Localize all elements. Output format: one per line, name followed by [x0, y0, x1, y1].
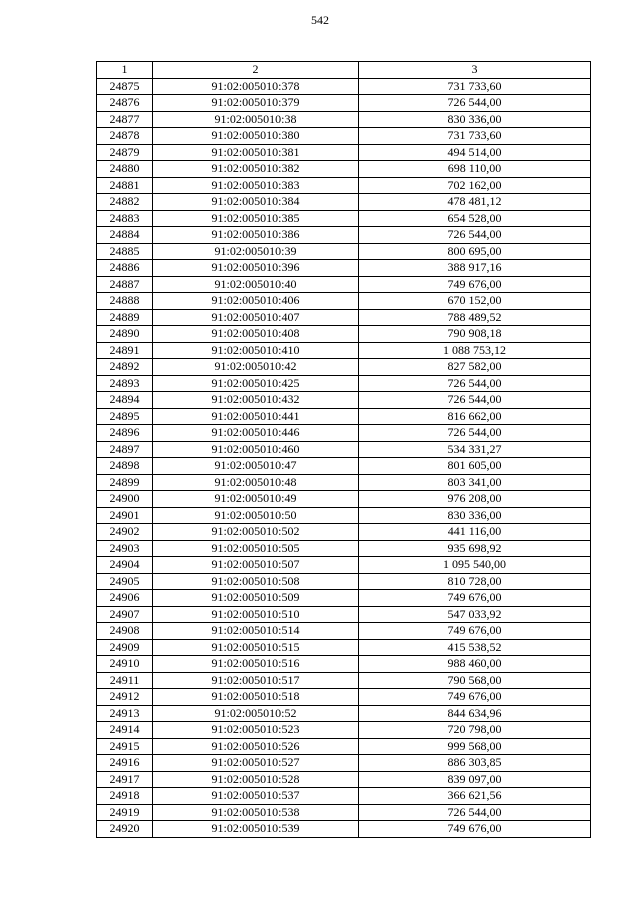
cell-value: 726 544,00 [359, 227, 591, 244]
table-row [97, 392, 591, 409]
cell-value: 731 733,60 [359, 78, 591, 95]
table-row [97, 573, 591, 590]
cell-row-number: 24893 [97, 375, 153, 392]
table-row [97, 738, 591, 755]
cell-value: 801 605,00 [359, 458, 591, 475]
cell-cadastral-number: 91:02:005010:38 [153, 111, 359, 128]
cell-cadastral-number: 91:02:005010:386 [153, 227, 359, 244]
table-row [97, 672, 591, 689]
cell-value: 388 917,16 [359, 260, 591, 277]
cell-value: 726 544,00 [359, 95, 591, 112]
table-row [97, 309, 591, 326]
cell-value: 810 728,00 [359, 573, 591, 590]
table-row [97, 95, 591, 112]
cell-value: 999 568,00 [359, 738, 591, 755]
table-row [97, 474, 591, 491]
cell-cadastral-number: 91:02:005010:526 [153, 738, 359, 755]
table-row [97, 375, 591, 392]
cell-value: 749 676,00 [359, 590, 591, 607]
cell-value: 839 097,00 [359, 771, 591, 788]
cell-value: 1 088 753,12 [359, 342, 591, 359]
table-row [97, 128, 591, 145]
table-row [97, 293, 591, 310]
table-row [97, 788, 591, 805]
cell-row-number: 24905 [97, 573, 153, 590]
cell-value: 698 110,00 [359, 161, 591, 178]
cell-value: 726 544,00 [359, 804, 591, 821]
cell-value: 935 698,92 [359, 540, 591, 557]
cell-cadastral-number: 91:02:005010:510 [153, 606, 359, 623]
cell-cadastral-number: 91:02:005010:537 [153, 788, 359, 805]
cell-cadastral-number: 91:02:005010:460 [153, 441, 359, 458]
cell-row-number: 24891 [97, 342, 153, 359]
cell-value: 654 528,00 [359, 210, 591, 227]
cadastral-value-table [96, 61, 591, 838]
cell-value: 366 621,56 [359, 788, 591, 805]
page-number: 542 [311, 13, 329, 27]
table-row [97, 161, 591, 178]
cell-cadastral-number: 91:02:005010:408 [153, 326, 359, 343]
cell-value: 731 733,60 [359, 128, 591, 145]
table-row [97, 771, 591, 788]
cell-row-number: 24910 [97, 656, 153, 673]
cell-row-number: 24914 [97, 722, 153, 739]
column-header-value: 3 [359, 62, 591, 79]
cell-row-number: 24875 [97, 78, 153, 95]
cell-value: 886 303,85 [359, 755, 591, 772]
cell-row-number: 24901 [97, 507, 153, 524]
cell-row-number: 24915 [97, 738, 153, 755]
cell-row-number: 24886 [97, 260, 153, 277]
cell-row-number: 24885 [97, 243, 153, 260]
cell-row-number: 24890 [97, 326, 153, 343]
cell-cadastral-number: 91:02:005010:396 [153, 260, 359, 277]
cell-cadastral-number: 91:02:005010:538 [153, 804, 359, 821]
cell-value: 749 676,00 [359, 821, 591, 838]
cell-cadastral-number: 91:02:005010:517 [153, 672, 359, 689]
column-header-cadastral-number: 2 [153, 62, 359, 79]
cell-value: 720 798,00 [359, 722, 591, 739]
cell-cadastral-number: 91:02:005010:52 [153, 705, 359, 722]
cell-cadastral-number: 91:02:005010:385 [153, 210, 359, 227]
cell-row-number: 24907 [97, 606, 153, 623]
cell-value: 1 095 540,00 [359, 557, 591, 574]
table-row [97, 507, 591, 524]
cell-value: 800 695,00 [359, 243, 591, 260]
cell-cadastral-number: 91:02:005010:539 [153, 821, 359, 838]
table-row [97, 606, 591, 623]
table-row [97, 260, 591, 277]
table-row [97, 656, 591, 673]
cell-cadastral-number: 91:02:005010:40 [153, 276, 359, 293]
cell-value: 726 544,00 [359, 392, 591, 409]
cell-cadastral-number: 91:02:005010:514 [153, 623, 359, 640]
cell-cadastral-number: 91:02:005010:407 [153, 309, 359, 326]
cell-cadastral-number: 91:02:005010:502 [153, 524, 359, 541]
cell-row-number: 24908 [97, 623, 153, 640]
cell-value: 830 336,00 [359, 507, 591, 524]
cell-value: 830 336,00 [359, 111, 591, 128]
table-row [97, 194, 591, 211]
cell-cadastral-number: 91:02:005010:515 [153, 639, 359, 656]
cell-row-number: 24878 [97, 128, 153, 145]
table-row [97, 524, 591, 541]
cell-cadastral-number: 91:02:005010:49 [153, 491, 359, 508]
table-row [97, 243, 591, 260]
table-row [97, 705, 591, 722]
table-body [97, 78, 591, 837]
cell-row-number: 24881 [97, 177, 153, 194]
cell-value: 976 208,00 [359, 491, 591, 508]
cell-row-number: 24889 [97, 309, 153, 326]
cell-value: 441 116,00 [359, 524, 591, 541]
table-row [97, 111, 591, 128]
cell-row-number: 24920 [97, 821, 153, 838]
cell-row-number: 24888 [97, 293, 153, 310]
table-row [97, 227, 591, 244]
table-row [97, 491, 591, 508]
cell-cadastral-number: 91:02:005010:50 [153, 507, 359, 524]
cell-row-number: 24884 [97, 227, 153, 244]
table-row [97, 425, 591, 442]
table-row [97, 540, 591, 557]
table-row [97, 557, 591, 574]
cell-row-number: 24909 [97, 639, 153, 656]
table-row [97, 639, 591, 656]
table-row [97, 276, 591, 293]
cell-row-number: 24912 [97, 689, 153, 706]
cell-row-number: 24906 [97, 590, 153, 607]
table-row [97, 590, 591, 607]
cell-cadastral-number: 91:02:005010:380 [153, 128, 359, 145]
cell-row-number: 24892 [97, 359, 153, 376]
cell-cadastral-number: 91:02:005010:47 [153, 458, 359, 475]
table-header-row [97, 62, 591, 79]
cell-row-number: 24882 [97, 194, 153, 211]
cell-cadastral-number: 91:02:005010:379 [153, 95, 359, 112]
cell-cadastral-number: 91:02:005010:432 [153, 392, 359, 409]
cell-row-number: 24916 [97, 755, 153, 772]
cell-cadastral-number: 91:02:005010:378 [153, 78, 359, 95]
table-row [97, 342, 591, 359]
cell-row-number: 24919 [97, 804, 153, 821]
cell-row-number: 24894 [97, 392, 153, 409]
cell-cadastral-number: 91:02:005010:406 [153, 293, 359, 310]
table-row [97, 408, 591, 425]
cell-cadastral-number: 91:02:005010:527 [153, 755, 359, 772]
table-row [97, 177, 591, 194]
cell-row-number: 24880 [97, 161, 153, 178]
cell-row-number: 24900 [97, 491, 153, 508]
cell-value: 844 634,96 [359, 705, 591, 722]
cell-value: 816 662,00 [359, 408, 591, 425]
cell-cadastral-number: 91:02:005010:383 [153, 177, 359, 194]
cell-cadastral-number: 91:02:005010:441 [153, 408, 359, 425]
cell-row-number: 24895 [97, 408, 153, 425]
cell-row-number: 24897 [97, 441, 153, 458]
cell-row-number: 24896 [97, 425, 153, 442]
cell-row-number: 24898 [97, 458, 153, 475]
cell-cadastral-number: 91:02:005010:381 [153, 144, 359, 161]
cell-value: 534 331,27 [359, 441, 591, 458]
table-row [97, 144, 591, 161]
cell-cadastral-number: 91:02:005010:528 [153, 771, 359, 788]
table-row [97, 755, 591, 772]
cell-value: 749 676,00 [359, 623, 591, 640]
cell-value: 790 908,18 [359, 326, 591, 343]
cell-value: 702 162,00 [359, 177, 591, 194]
cell-cadastral-number: 91:02:005010:446 [153, 425, 359, 442]
cell-cadastral-number: 91:02:005010:42 [153, 359, 359, 376]
cell-row-number: 24902 [97, 524, 153, 541]
cell-row-number: 24904 [97, 557, 153, 574]
table-row [97, 804, 591, 821]
cell-row-number: 24917 [97, 771, 153, 788]
cell-cadastral-number: 91:02:005010:382 [153, 161, 359, 178]
cell-row-number: 24876 [97, 95, 153, 112]
cell-value: 494 514,00 [359, 144, 591, 161]
cell-value: 478 481,12 [359, 194, 591, 211]
cell-value: 790 568,00 [359, 672, 591, 689]
cell-row-number: 24887 [97, 276, 153, 293]
cell-value: 749 676,00 [359, 276, 591, 293]
cell-cadastral-number: 91:02:005010:508 [153, 573, 359, 590]
table-row [97, 458, 591, 475]
table-row [97, 722, 591, 739]
cell-value: 415 538,52 [359, 639, 591, 656]
table-row [97, 623, 591, 640]
cell-row-number: 24899 [97, 474, 153, 491]
table-row [97, 821, 591, 838]
cell-cadastral-number: 91:02:005010:523 [153, 722, 359, 739]
table-row [97, 359, 591, 376]
cell-value: 788 489,52 [359, 309, 591, 326]
cell-row-number: 24918 [97, 788, 153, 805]
cell-cadastral-number: 91:02:005010:507 [153, 557, 359, 574]
cell-row-number: 24883 [97, 210, 153, 227]
cell-cadastral-number: 91:02:005010:39 [153, 243, 359, 260]
table-row [97, 210, 591, 227]
cell-value: 670 152,00 [359, 293, 591, 310]
table-row [97, 78, 591, 95]
cell-value: 749 676,00 [359, 689, 591, 706]
cell-value: 803 341,00 [359, 474, 591, 491]
cell-row-number: 24879 [97, 144, 153, 161]
cell-cadastral-number: 91:02:005010:518 [153, 689, 359, 706]
cell-cadastral-number: 91:02:005010:509 [153, 590, 359, 607]
cell-cadastral-number: 91:02:005010:516 [153, 656, 359, 673]
cell-value: 726 544,00 [359, 425, 591, 442]
cell-row-number: 24911 [97, 672, 153, 689]
cell-cadastral-number: 91:02:005010:425 [153, 375, 359, 392]
cell-value: 988 460,00 [359, 656, 591, 673]
cell-cadastral-number: 91:02:005010:48 [153, 474, 359, 491]
table-row [97, 689, 591, 706]
column-header-number: 1 [97, 62, 153, 79]
cell-cadastral-number: 91:02:005010:384 [153, 194, 359, 211]
cell-cadastral-number: 91:02:005010:505 [153, 540, 359, 557]
cell-row-number: 24877 [97, 111, 153, 128]
cell-value: 827 582,00 [359, 359, 591, 376]
table-row [97, 441, 591, 458]
cell-cadastral-number: 91:02:005010:410 [153, 342, 359, 359]
cell-row-number: 24903 [97, 540, 153, 557]
table-row [97, 326, 591, 343]
cell-value: 547 033,92 [359, 606, 591, 623]
cell-value: 726 544,00 [359, 375, 591, 392]
cell-row-number: 24913 [97, 705, 153, 722]
